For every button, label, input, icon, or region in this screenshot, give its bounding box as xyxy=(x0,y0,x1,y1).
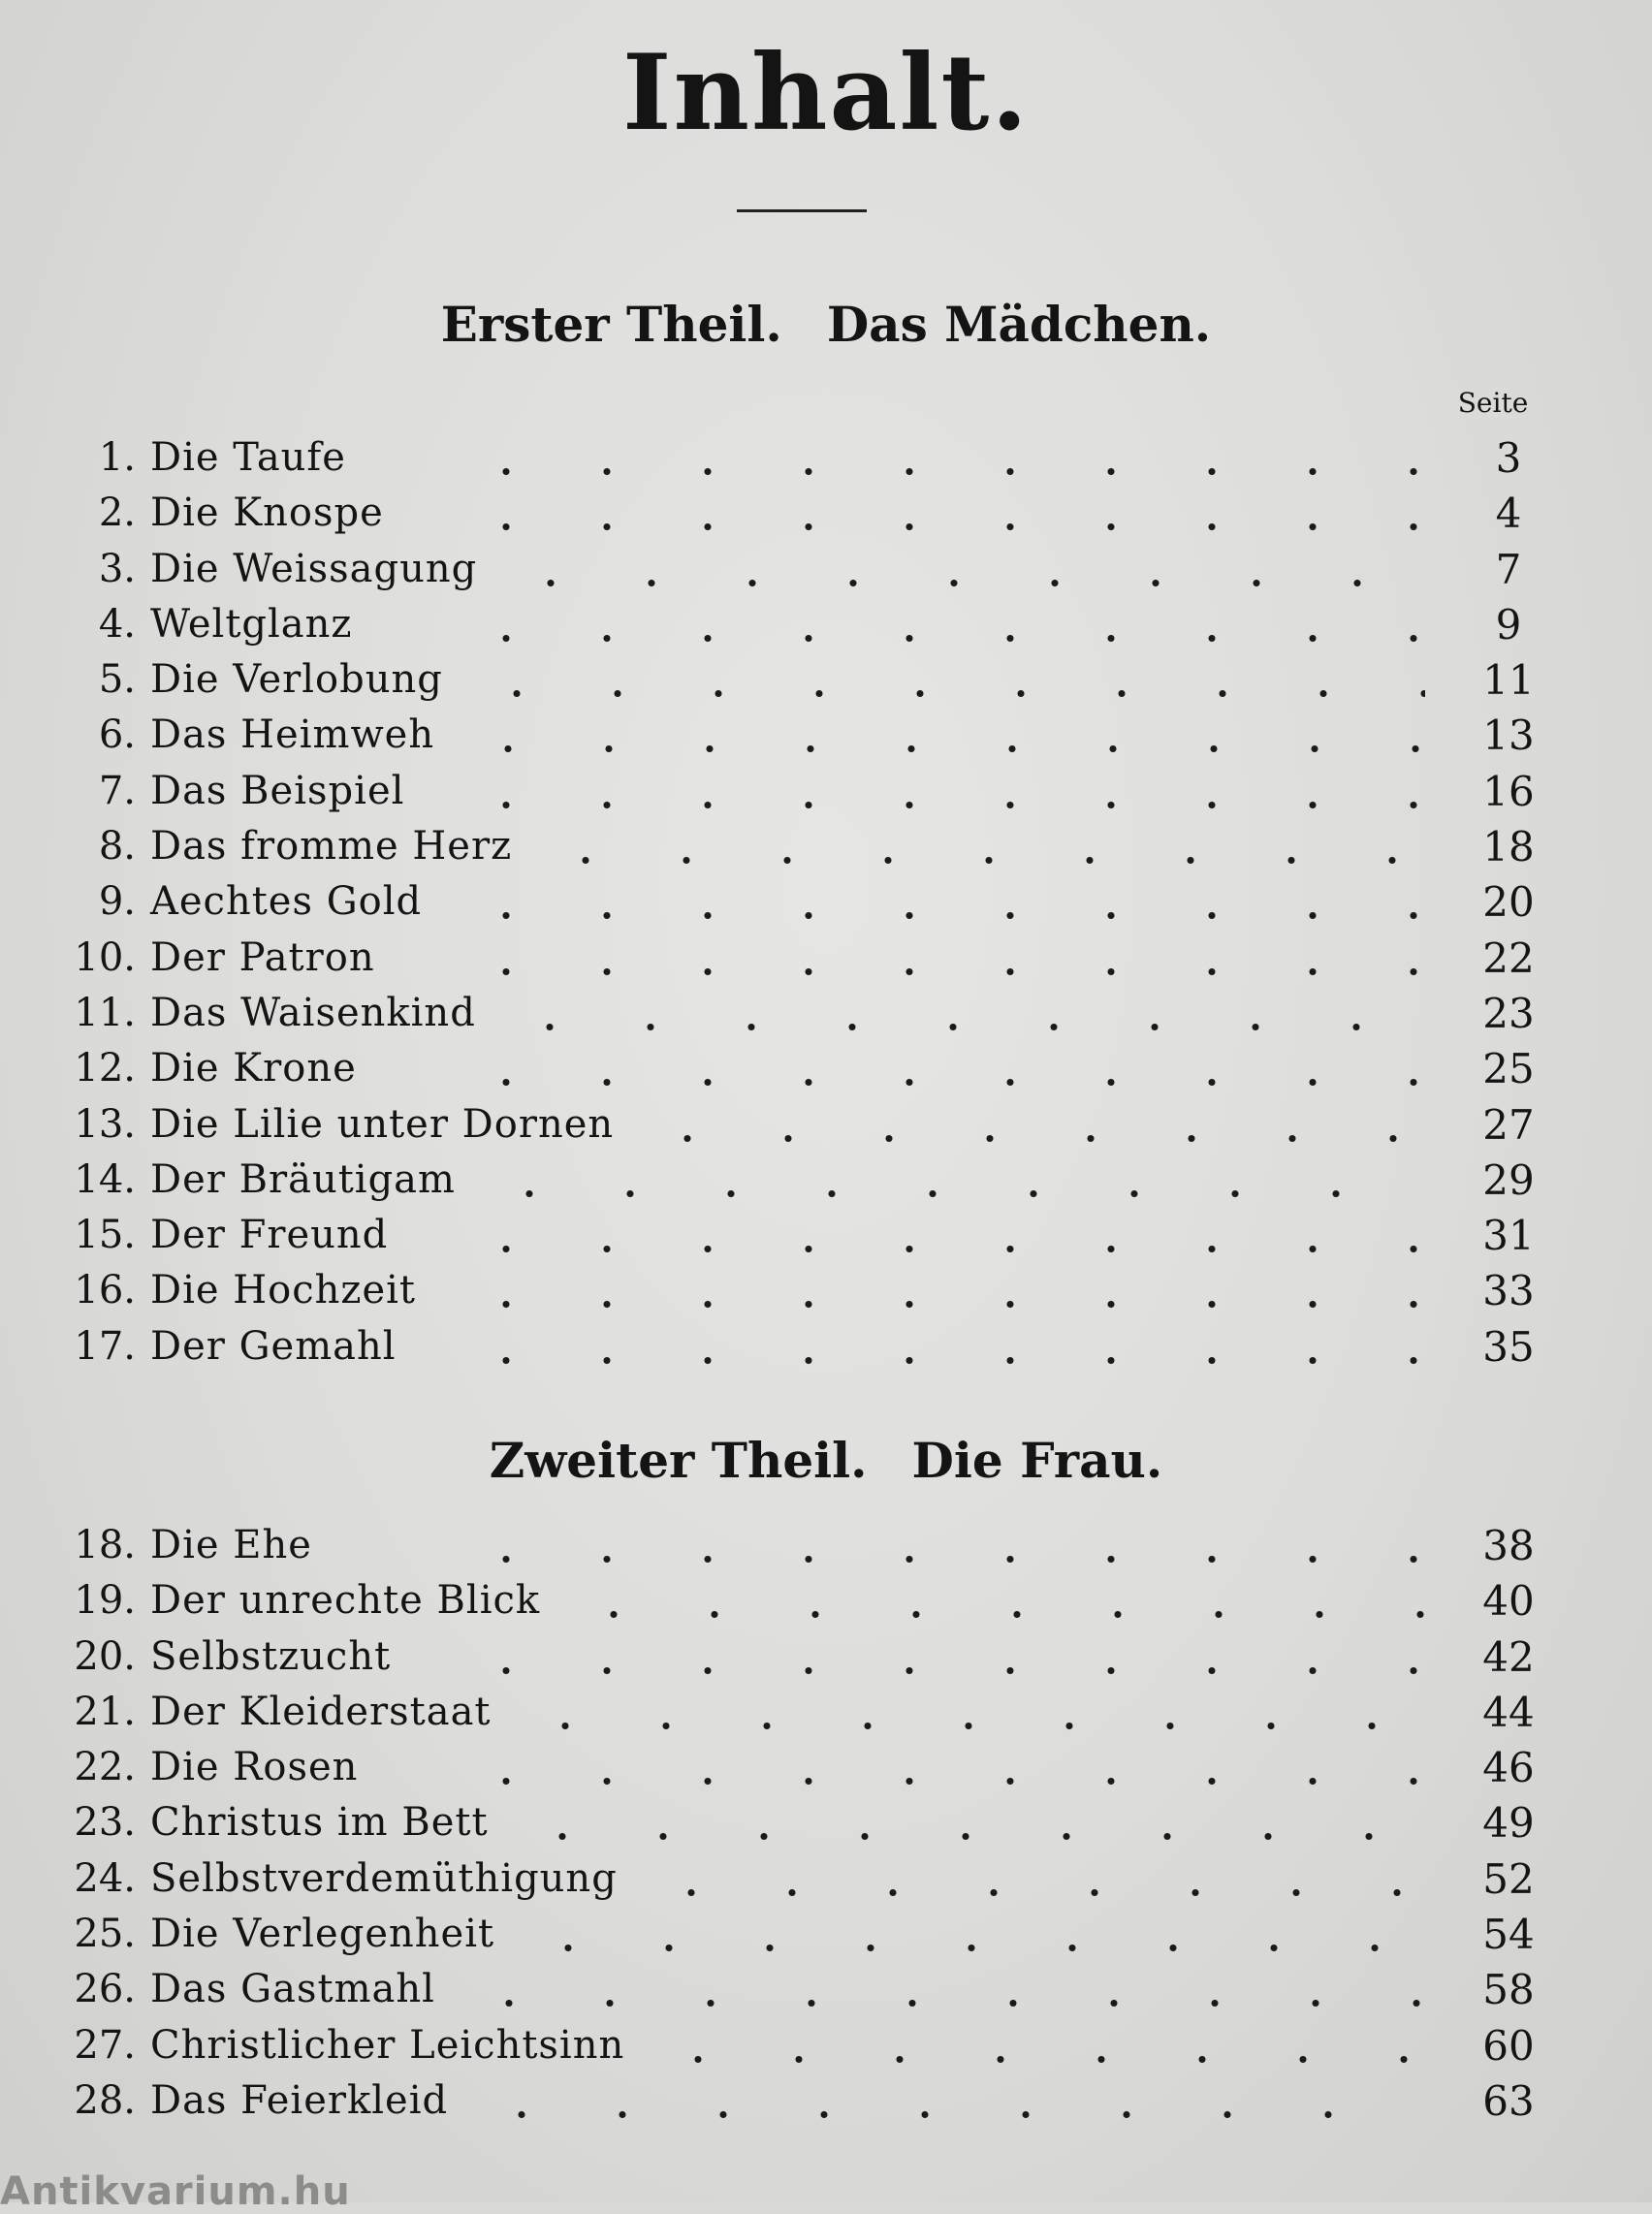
toc-entry-number: 12. xyxy=(74,1046,136,1091)
dot-leader xyxy=(456,486,1425,541)
dot-leader xyxy=(458,708,1425,763)
toc-entry-number: 8. xyxy=(98,824,136,870)
part1-heading-part: Erster Theil. xyxy=(440,296,782,353)
toc-entry-title: Die Taufe xyxy=(150,435,346,480)
toc-entry-title: Das fromme Herz xyxy=(150,824,513,870)
toc-entry-title: Selbstzucht xyxy=(150,1633,392,1679)
toc-entry-number: 17. xyxy=(74,1323,136,1369)
toc-entry xyxy=(0,542,1652,597)
toc-entry xyxy=(0,652,1652,708)
toc-entry xyxy=(0,1851,1652,1907)
toc-entry-number: 27. xyxy=(74,2022,136,2068)
toc-entry-title: Das Waisenkind xyxy=(150,990,476,1035)
toc-entry-page: 4 xyxy=(1495,490,1522,538)
toc-entry-page: 46 xyxy=(1482,1744,1535,1792)
dot-leader xyxy=(479,1153,1425,1208)
dot-leader xyxy=(456,1041,1425,1096)
toc-entry-title: Der Freund xyxy=(150,1213,389,1258)
toc-entry-page: 60 xyxy=(1482,2021,1535,2070)
toc-entry-page: 63 xyxy=(1482,2076,1535,2125)
toc-entry-number: 16. xyxy=(74,1268,136,1313)
toc-entry-number: 13. xyxy=(74,1101,136,1147)
toc-entry xyxy=(0,1573,1652,1629)
toc-entry-number: 10. xyxy=(74,934,136,980)
part1-heading xyxy=(0,296,1652,353)
toc-entry-number: 21. xyxy=(74,1689,136,1734)
toc-entry-title: Der unrechte Blick xyxy=(150,1578,541,1624)
toc-entry-page: 44 xyxy=(1482,1688,1535,1736)
dot-leader xyxy=(648,2018,1425,2073)
dot-leader xyxy=(456,1319,1425,1375)
toc-entry xyxy=(0,1319,1652,1375)
dot-leader xyxy=(518,1907,1425,1962)
toc-entry-page: 25 xyxy=(1482,1045,1535,1093)
toc-entry xyxy=(0,1518,1652,1573)
dot-leader xyxy=(456,931,1425,986)
toc-entry-page: 16 xyxy=(1482,767,1535,815)
dot-leader xyxy=(466,652,1425,708)
dot-leader xyxy=(471,2073,1425,2129)
toc-entry-title: Der Bräutigam xyxy=(150,1156,456,1202)
toc-entry-title: Selbstverdemüthigung xyxy=(150,1855,618,1901)
toc-entry-title: Das Gastmahl xyxy=(150,1967,435,2012)
toc-entry-title: Die Lilie unter Dornen xyxy=(150,1101,615,1147)
toc-entry-number: 6. xyxy=(98,712,136,758)
toc-entry-title: Aechtes Gold xyxy=(150,879,423,925)
toc-entry xyxy=(0,986,1652,1041)
toc-entry xyxy=(0,1962,1652,2017)
dot-leader xyxy=(456,1629,1425,1685)
toc-entry-title: Das Feierkleid xyxy=(150,2077,449,2123)
title-divider xyxy=(737,209,867,212)
page-column-label: Seite xyxy=(1457,387,1529,419)
toc-entry-page: 35 xyxy=(1482,1322,1535,1371)
toc-entry-number: 14. xyxy=(74,1156,136,1202)
toc-entry-page: 38 xyxy=(1482,1522,1535,1569)
toc-entry-number: 2. xyxy=(98,490,136,536)
part2-heading xyxy=(0,1432,1652,1489)
toc-entry-number: 18. xyxy=(74,1523,136,1567)
dot-leader xyxy=(515,1685,1425,1740)
toc-entry-page: 40 xyxy=(1482,1577,1535,1626)
toc-entry-page: 18 xyxy=(1482,823,1535,871)
toc-entry-title: Christus im Bett xyxy=(150,1800,489,1846)
toc-entry-number: 3. xyxy=(98,546,136,591)
toc-entry-number: 9. xyxy=(98,879,136,925)
toc-entry-page: 7 xyxy=(1495,545,1522,593)
toc-entry-title: Der Patron xyxy=(150,934,375,980)
part2-heading-part: Zweiter Theil. xyxy=(489,1432,868,1489)
toc-entry-title: Die Verlobung xyxy=(150,657,443,703)
toc-entry-number: 5. xyxy=(98,657,136,703)
toc-entry-title: Die Hochzeit xyxy=(150,1268,416,1313)
toc-entry xyxy=(0,430,1652,486)
toc-entry xyxy=(0,1629,1652,1685)
toc-entry-page: 3 xyxy=(1495,434,1522,482)
toc-entry-page: 22 xyxy=(1482,933,1535,982)
toc-entry-page: 9 xyxy=(1495,600,1522,648)
toc-entry-title: Weltglanz xyxy=(150,601,353,647)
toc-entry-number: 28. xyxy=(74,2077,136,2123)
toc-entry-page: 31 xyxy=(1482,1212,1535,1260)
dot-leader xyxy=(456,1208,1425,1263)
toc-entry xyxy=(0,874,1652,930)
toc-entry xyxy=(0,1685,1652,1740)
toc-entry-title: Der Gemahl xyxy=(150,1323,397,1369)
toc-entry-title: Das Heimweh xyxy=(150,712,435,758)
toc-entry-title: Die Rosen xyxy=(150,1745,359,1790)
toc-entry-page: 20 xyxy=(1482,878,1535,927)
toc-entry-title: Die Weissagung xyxy=(150,546,478,591)
toc-entry-page: 52 xyxy=(1482,1854,1535,1903)
toc-entry-page: 29 xyxy=(1482,1155,1535,1204)
toc-entry-page: 13 xyxy=(1482,712,1535,760)
part1-heading-subtitle: Das Mädchen. xyxy=(826,296,1212,353)
dot-leader xyxy=(459,1962,1425,2017)
toc-entry xyxy=(0,2073,1652,2129)
toc-entry-number: 22. xyxy=(74,1745,136,1790)
toc-entry xyxy=(0,597,1652,652)
toc-entry-number: 23. xyxy=(74,1800,136,1846)
dot-leader xyxy=(456,430,1425,486)
toc-entry-number: 20. xyxy=(74,1633,136,1679)
toc-entry xyxy=(0,1041,1652,1096)
dot-leader xyxy=(500,542,1425,597)
dot-leader xyxy=(456,1740,1425,1795)
toc-entry xyxy=(0,1153,1652,1208)
toc-entry-number: 4. xyxy=(98,601,136,647)
toc-entry-page: 58 xyxy=(1482,1966,1535,2014)
toc-entry-page: 33 xyxy=(1482,1267,1535,1315)
toc-entry xyxy=(0,1740,1652,1795)
toc-entry xyxy=(0,708,1652,763)
part1-toc-list xyxy=(0,430,1652,1375)
toc-entry xyxy=(0,1907,1652,1962)
dot-leader xyxy=(512,1795,1425,1850)
toc-entry xyxy=(0,2018,1652,2073)
dot-leader xyxy=(456,874,1425,930)
dot-leader xyxy=(456,1518,1425,1573)
toc-entry-page: 27 xyxy=(1482,1100,1535,1149)
dot-leader xyxy=(535,819,1425,874)
toc-entry-number: 11. xyxy=(74,990,136,1035)
toc-entry-number: 24. xyxy=(74,1855,136,1901)
toc-entry xyxy=(0,1795,1652,1850)
toc-entry-number: 1. xyxy=(98,435,136,480)
toc-entry xyxy=(0,931,1652,986)
part2-toc-list xyxy=(0,1518,1652,2129)
part2-heading-subtitle: Die Frau. xyxy=(911,1432,1163,1489)
dot-leader xyxy=(499,986,1425,1041)
toc-entry-number: 15. xyxy=(74,1213,136,1258)
toc-entry xyxy=(0,1208,1652,1263)
watermark: Antikvarium.hu xyxy=(0,2169,351,2214)
dot-leader xyxy=(563,1573,1425,1629)
toc-entry-title: Die Verlegenheit xyxy=(150,1912,495,1957)
toc-entry-page: 49 xyxy=(1482,1799,1535,1848)
toc-entry-title: Das Beispiel xyxy=(150,768,405,813)
toc-entry xyxy=(0,1263,1652,1318)
toc-entry-number: 25. xyxy=(74,1912,136,1957)
toc-entry xyxy=(0,819,1652,874)
toc-entry xyxy=(0,1097,1652,1153)
dot-leader xyxy=(637,1097,1425,1153)
toc-entry-page: 54 xyxy=(1482,1911,1535,1959)
toc-entry-title: Die Ehe xyxy=(150,1523,312,1567)
dot-leader xyxy=(456,764,1425,819)
toc-entry-title: Der Kleiderstaat xyxy=(150,1689,492,1734)
dot-leader xyxy=(641,1851,1425,1907)
toc-entry-title: Christlicher Leichtsinn xyxy=(150,2022,625,2068)
dot-leader xyxy=(456,1263,1425,1318)
toc-entry xyxy=(0,764,1652,819)
toc-entry-number: 19. xyxy=(74,1578,136,1624)
toc-entry-page: 23 xyxy=(1482,989,1535,1037)
toc-entry-number: 26. xyxy=(74,1967,136,2012)
toc-entry-page: 42 xyxy=(1482,1632,1535,1681)
page-title: Inhalt. xyxy=(621,32,1031,154)
toc-entry-title: Die Knospe xyxy=(150,490,384,536)
toc-entry-page: 11 xyxy=(1482,656,1535,705)
toc-entry-number: 7. xyxy=(98,768,136,813)
dot-leader xyxy=(456,597,1425,652)
toc-entry xyxy=(0,486,1652,541)
toc-entry-title: Die Krone xyxy=(150,1046,357,1091)
